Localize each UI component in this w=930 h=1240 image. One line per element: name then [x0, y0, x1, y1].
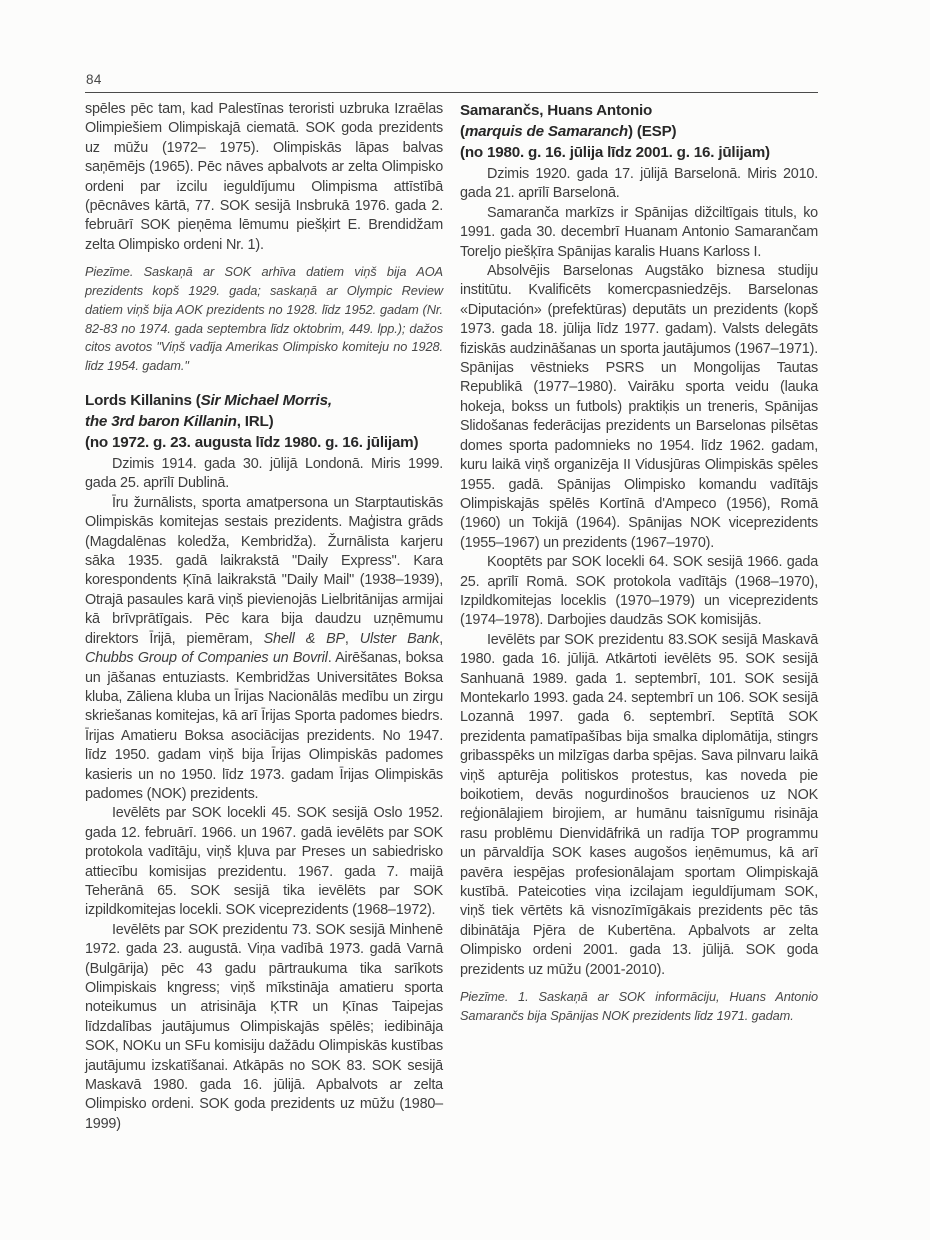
paragraph: Ievēlēts par SOK prezidentu 83.SOK sesijā Maskavā 1980. gada 16. jūlijā. Atkārtoti ievēlēts 95. SOK sesijā Sanhuanā 1989. gada 1. septembrī, 101. SOK sesijā Montekarlo 1993. gada 24. septembrī un 106. SOK sesijā Lozannā 1997. gada 6. septembrī. Septītā SOK prezidenta pamatīpašības bija smalka diplomātija, stingrs gribasspēks un milzīgas darba spējas. Sava pilnvaru laikā viņš apturēja politiskos protestus, kas noveda pie boikotiem, devās nogurdinošos braucienos uz NOK reģionālajiem birojiem, ar humānu taisnīgumu risināja rasu problēmu Dienvidāfrikā un radīja TOP programmu un pārvaldīja SOK kases augošos ieņēmumus, kā arī pavēra iespējas profesionālajam sportam Olimpiskajā kustībā. Pateicoties viņa izcilajam ieguldījumam SOK, viņš tiek vērtēts kā visnozīmīgākais prezidents pēc tās dibinātāja Pjēra de Kubertēna. Apbalvots ar zelta Olimpisko ordeni 2001. gada 13. jūlijā. SOK goda prezidents uz mūžu (2001-2010).	[460, 631, 818, 978]
paragraph: Dzimis 1914. gada 30. jūlijā Londonā. Miris 1999. gada 25. aprīlī Dublinā.	[85, 456, 443, 492]
entry-heading-samaranch	[460, 100, 818, 163]
heading-line: Lords Killanins (Sir Michael Morris,	[85, 392, 332, 410]
page-content	[85, 72, 818, 1134]
heading-line: (no 1980. g. 16. jūlija līdz 2001. g. 16. jūlijam)	[460, 144, 770, 161]
entry-heading-killanin	[85, 390, 443, 453]
paragraph: Ievēlēts par SOK locekli 45. SOK sesijā Oslo 1952. gada 12. februārī. 1966. un 1967. gadā ievēlēts par SOK protokola vadītāju, viņš kļuva par Preses un sabiedrisko attiecību komisijas prezidentu. 1967. gada 7. maijā Teherānā 65. SOK sesijā tika ievēlēts par SOK izpildkomitejas locekli. SOK viceprezidents (1968–1972).	[85, 805, 443, 919]
page-number: 84	[86, 72, 102, 87]
left-column	[85, 100, 443, 1134]
header-rule	[85, 92, 818, 93]
paragraph: Kooptēts par SOK locekli 64. SOK sesijā 1966. gada 25. aprīlī Romā. SOK protokola vadītājs (1968–1970), Izpildkomitejas loceklis (1970–1979) un viceprezidents (1974–1978). Darbojies daudzās SOK komisijās.	[460, 554, 818, 629]
paragraph: Dzimis 1920. gada 17. jūlijā Barselonā. Miris 2010. gada 21. aprīlī Barselonā.	[460, 166, 818, 202]
heading-line: (no 1972. g. 23. augusta līdz 1980. g. 16. jūlijam)	[85, 434, 419, 452]
right-column	[460, 100, 818, 1134]
paragraph: Absolvējis Barselonas Augstāko biznesa studiju institūtu. Kvalificēts komercpasniedzējs. Barselonas «Diputación» (prefektūras) deputāts un prezidents (kopš 1973. gada 18. jūlija līdz 1977. gadam). Valsts delegāts fiziskās audzināšanas un sporta jautājumos (1967–1971). Spānijas vēstnieks PSRS un Mongolijas Tautas Republikā (1977–1980). Vairāku sporta veidu (lauka hokeja, bokss un futbols) praktiķis un treneris, Spānijas Slidošanas federācijas prezidents un Barselonas pilsētas domes sporta padomnieks no 1954. līdz 1962. gadam, kuru laikā viņš organizēja II Vidusjūras Olimpiskās spēles 1955. gadā. Spānijas Olimpisko komandu vadītājs Olimpiskajās spēlēs Kortīnā d'Ampeco (1956), Romā (1960) un Tokijā (1964). Spānijas NOK viceprezidents (1955–1967) un prezidents (1967–1970).	[460, 263, 818, 551]
heading-line: the 3rd baron Killanin, IRL)	[85, 413, 274, 431]
editorial-note-brundage: Piezīme. Saskaņā ar SOK arhīva datiem viņš bija AOA prezidents kopš 1929. gada; saskaņā ar Olympic Review datiem viņš bija AOK prezidents no 1928. līdz 1952. gadam (Nr. 82-83 no 1974. gada septembra līdz oktobrim, 449. lpp.); dažos citos avotos "Viņš vadīja Amerikas Olimpisko komiteju no 1928. līdz 1954. gadam."	[85, 264, 443, 374]
continued-paragraph: spēles pēc tam, kad Palestīnas teroristi uzbruka Izraēlas Olimpiešiem Olimpiskajā ciematā. SOK goda prezidents uz mūžu (1972– 1975). Olimpiskās lāpas balvas saņēmējs (1965). Pēc nāves apbalvots ar zelta Olimpisko ordeni par izcilu ieguldījumu Olimpisma attīstībā (pēcnāves kārtā, 77. SOK sesijā Insbrukā 1976. gada 2. februārī SOK pieņēma lēmumu piešķirt E. Brendidžam zelta Olimpisko ordeni Nr. 1).	[85, 101, 443, 253]
text-columns	[85, 100, 818, 1134]
paragraph: Samaranča markīzs ir Spānijas dižciltīgais tituls, ko 1991. gada 30. decembrī Huanam Antonio Samarančam Toreljo piešķīra Spānijas karalis Huans Karloss I.	[460, 204, 818, 260]
paragraph: Ievēlēts par SOK prezidentu 73. SOK sesijā Minhenē 1972. gada 23. augustā. Viņa vadībā 1973. gadā Varnā (Bulgārija) pēc 43 gadu pārtraukuma tika sarīkots Olimpiskais kngress; viņš mīkstināja amatieru sporta noteikumus un atrisināja ĶTR un Ķīnas Taipejas līdzdalības jautājumus Olimpiskajās spēlēs; iedibināja SOK, NOKu un SFu komisiju dažādu Olimpiskās kustības jautājumu izskatīšanai. Atkāpās no SOK 83. SOK sesijā Maskavā 1980. gada 16. jūlijā. Apbalvots ar zelta Olimpisko ordeni. SOK goda prezidents uz mūžu (1980–1999)	[85, 921, 443, 1132]
heading-line: (marquis de Samaranch) (ESP)	[460, 123, 677, 140]
editorial-note-samaranch: Piezīme. 1. Saskaņā ar SOK informāciju, Huans Antonio Samarančs bija Spānijas NOK prezidents līdz 1971. gadam.	[460, 989, 818, 1023]
paragraph: Īru žurnālists, sporta amatpersona un Starptautiskās Olimpiskās komitejas sestais prezidents. Maģistra grāds (Magdalēnas koledža, Kembridža). Žurnālista karjeru sāka 1935. gadā laikrakstā "Daily Express". Kara korespondents Ķīnā laikrakstā "Daily Mail" (1938–1939), Otrajā pasaules karā viņš pievienojās Lielbritānijas armijai kā brīvprātīgais. Pēc kara bija daudzu uzņēmumu direktors Īrijā, piemēram, Shell & BP, Ulster Bank, Chubbs Group of Companies un Bovril. Airēšanas, boksa un jāšanas entuziasts. Kembridžas Universitātes Boksa kluba, Zāliena kluba un Īrijas Nacionālās medību un zirgu skriešanas komitejas, kā arī Īrijas Sporta padomes biedrs. Īrijas Amatieru Boksa asociācijas prezidents. No 1947. līdz 1950. gadam viņš bija Īrijas Olimpiskās padomes kasieris un no 1950. līdz 1973. gadam Īrijas Olimpiskās padomes (NOK) prezidents.	[85, 494, 443, 802]
heading-line: Samarančs, Huans Antonio	[460, 102, 653, 119]
